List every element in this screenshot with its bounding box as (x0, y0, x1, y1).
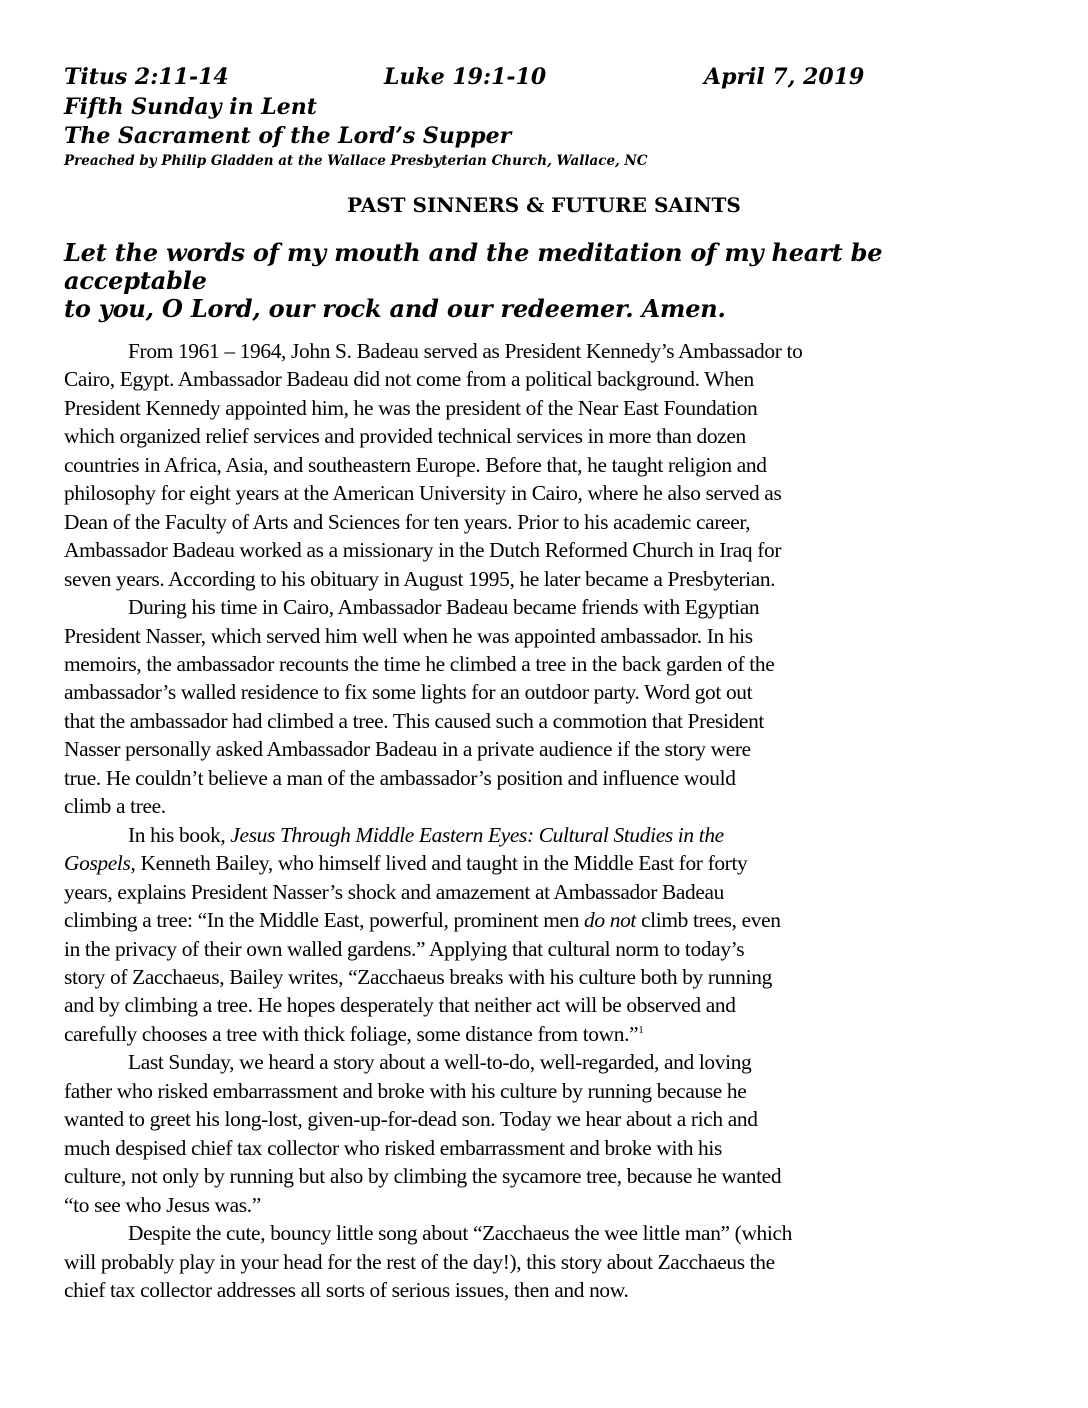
text-line: that the ambassador had climbed a tree. This caused such a commotion that President (64, 708, 765, 733)
text-line: Despite the cute, bouncy little song about “Zacchaeus the wee little man” (which (128, 1221, 792, 1246)
text-line: which organized relief services and provided technical services in more than dozen (64, 424, 746, 449)
text-line: Cairo, Egypt. Ambassador Badeau did not come from a political background. When (64, 367, 754, 392)
text-line: seven years. According to his obituary in August 1995, he later became a Presbyterian. (64, 566, 776, 591)
text-run: , Kenneth Bailey, who himself lived and taught in the Middle East for forty (130, 851, 748, 876)
text-run: climb trees, even (636, 908, 781, 933)
text-line (64, 906, 1024, 934)
text-line: climb a tree. (64, 794, 166, 819)
text-line: From 1961 – 1964, John S. Badeau served as President Kennedy’s Ambassador to (128, 339, 803, 363)
scripture-reference-titus: Titus 2:11-14 (64, 64, 229, 90)
paragraph-1 (64, 337, 1024, 593)
text-line: will probably play in your head for the rest of the day!), this story about Zacchaeus the (64, 1249, 775, 1274)
text-line: philosophy for eight years at the American University in Cairo, where he also served as (64, 481, 782, 506)
paragraph-4 (64, 1048, 1024, 1219)
sermon-title: PAST SINNERS & FUTURE SAINTS (347, 193, 741, 217)
liturgical-occasion: Fifth Sunday in Lent (64, 94, 317, 120)
text-line: true. He couldn’t believe a man of the ambassador’s position and influence would (64, 765, 736, 790)
sermon-page (64, 62, 1024, 1304)
text-line (64, 821, 1024, 849)
prayer-line: Let the words of my mouth and the meditation of my heart be acceptable (64, 238, 883, 295)
text-line (64, 1020, 1024, 1048)
sacrament-line: The Sacrament of the Lord’s Supper (64, 123, 512, 149)
book-title: Gospels (64, 851, 131, 876)
text-run: In his book, (128, 822, 231, 847)
text-line: father who risked embarrassment and broke with his culture by running because he (64, 1078, 747, 1103)
text-run: carefully chooses a tree with thick foliage, some distance from town.” (64, 1021, 639, 1046)
text-line: and by climbing a tree. He hopes desperately that neither act will be observed and (64, 993, 736, 1018)
text-line: Last Sunday, we heard a story about a well-to-do, well-regarded, and loving (128, 1050, 752, 1075)
paragraph-5 (64, 1219, 1024, 1304)
book-title: Jesus Through Middle Eastern Eyes: Cultural Studies in the (230, 822, 724, 847)
text-line: chief tax collector addresses all sorts of serious issues, then and now. (64, 1277, 629, 1302)
sermon-date: April 7, 2019 (704, 64, 865, 90)
emphasis: do not (584, 908, 637, 933)
text-line: years, explains President Nasser’s shock and amazement at Ambassador Badeau (64, 879, 725, 904)
text-line: President Kennedy appointed him, he was the president of the Near East Foundation (64, 395, 758, 420)
text-line: much despised chief tax collector who risked embarrassment and broke with his (64, 1135, 722, 1160)
text-line: Ambassador Badeau worked as a missionary in the Dutch Reformed Church in Iraq for (64, 538, 782, 563)
prayer-line: to you, O Lord, our rock and our redeemer. Amen. (64, 294, 726, 323)
header-row (64, 62, 1024, 93)
text-line: countries in Africa, Asia, and southeastern Europe. Before that, he taught religion and (64, 452, 767, 477)
text-line: story of Zacchaeus, Bailey writes, “Zacchaeus breaks with his culture both by running (64, 964, 772, 989)
paragraph-3 (64, 821, 1024, 1049)
text-line: ambassador’s walled residence to fix some lights for an outdoor party. Word got out (64, 680, 753, 705)
footnote-marker: 1 (638, 1023, 644, 1036)
text-line: “to see who Jesus was.” (64, 1192, 261, 1217)
text-line: culture, not only by running but also by climbing the sycamore tree, because he wanted (64, 1164, 782, 1189)
text-line: in the privacy of their own walled gardens.” Applying that cultural norm to today’s (64, 936, 745, 961)
preacher-line: Preached by Philip Gladden at the Wallace Presbyterian Church, Wallace, NC (64, 153, 648, 169)
text-run: climbing a tree: “In the Middle East, powerful, prominent men (64, 908, 585, 933)
text-line: wanted to greet his long-lost, given-up-for-dead son. Today we hear about a rich and (64, 1107, 758, 1132)
text-line: Nasser personally asked Ambassador Badeau in a private audience if the story were (64, 737, 751, 762)
text-line: Dean of the Faculty of Arts and Sciences for ten years. Prior to his academic career, (64, 509, 751, 534)
opening-prayer (64, 239, 1024, 323)
text-line: memoirs, the ambassador recounts the time he climbed a tree in the back garden of the (64, 651, 775, 676)
sermon-body (64, 337, 1024, 1304)
text-line (64, 849, 1024, 877)
scripture-reference-luke: Luke 19:1-10 (384, 64, 547, 90)
text-line: During his time in Cairo, Ambassador Badeau became friends with Egyptian (128, 595, 760, 620)
text-line: President Nasser, which served him well when he was appointed ambassador. In his (64, 623, 753, 648)
paragraph-2 (64, 593, 1024, 821)
